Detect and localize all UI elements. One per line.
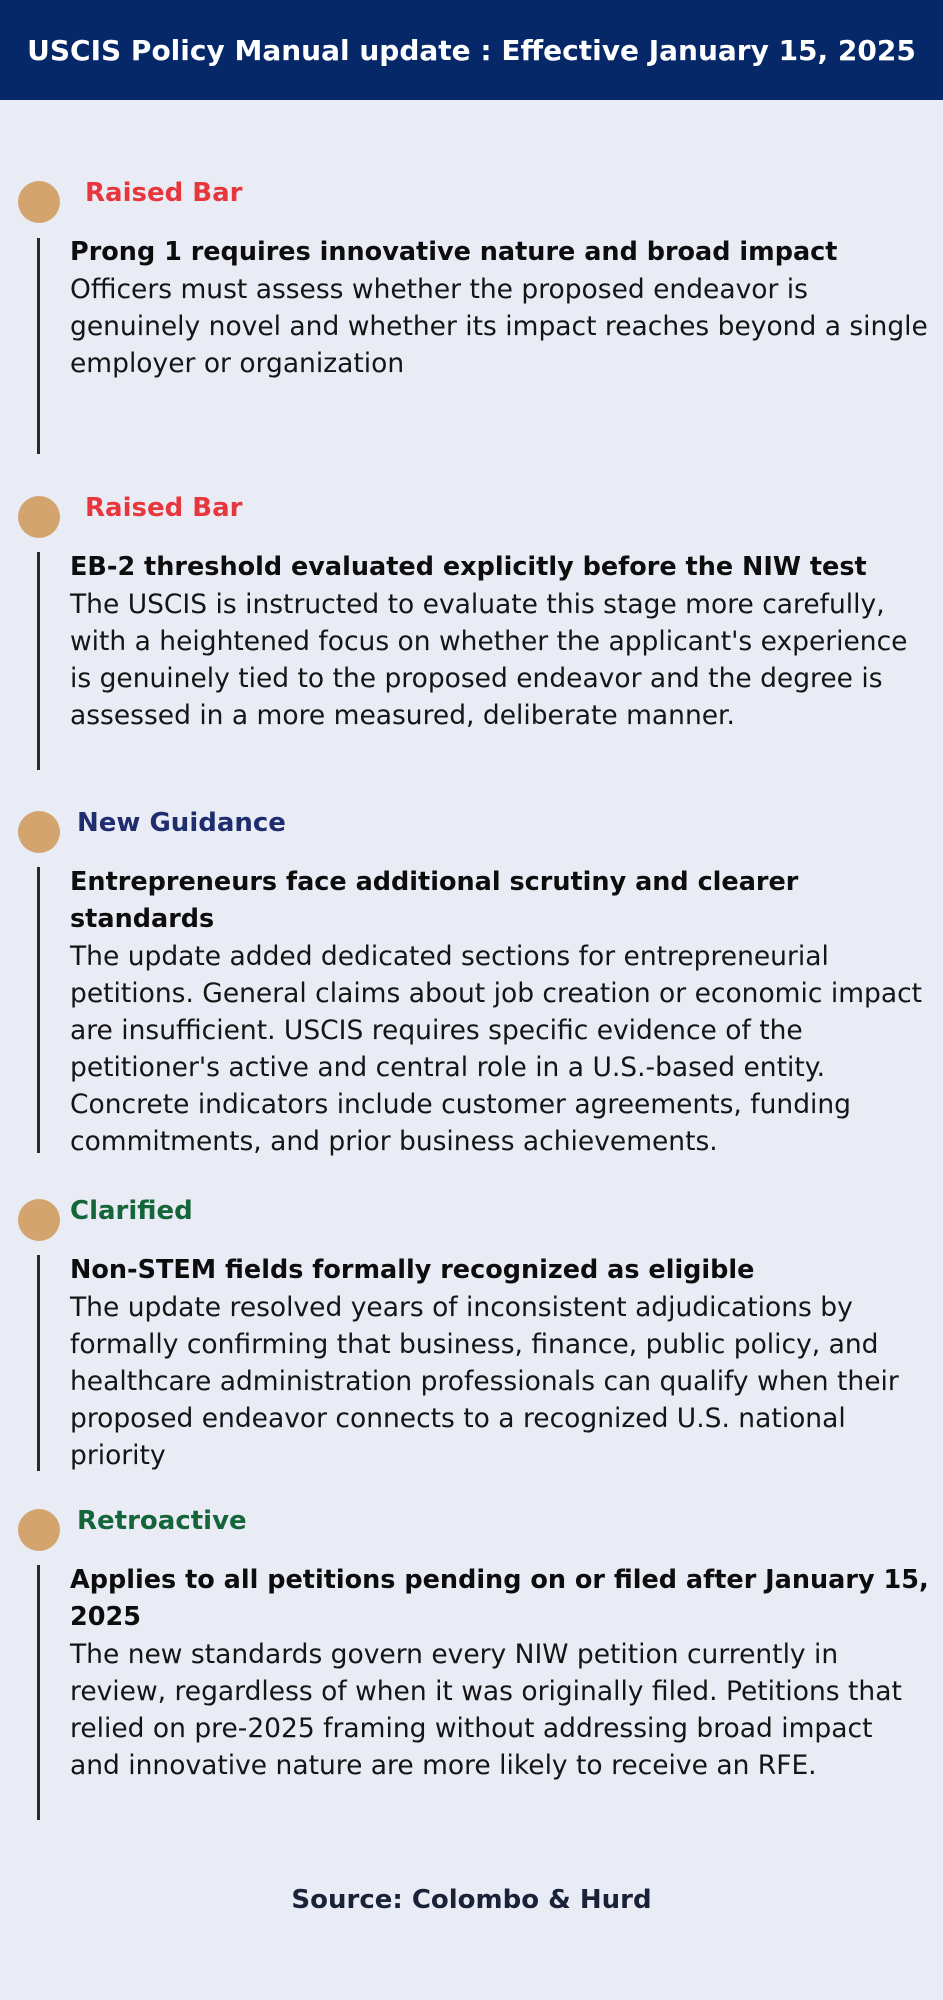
section-content [70, 234, 930, 382]
section-tag: Retroactive [77, 1506, 247, 1536]
timeline-dot-icon [18, 811, 60, 853]
timeline-line [37, 552, 40, 770]
timeline-line [37, 1565, 40, 1820]
section-tag: Raised Bar [85, 178, 243, 208]
section-body: The new standards govern every NIW petition currently in review, regardless of when it was originally filed. Petitions that relied on pre-2025 framing without addressing broad impact and innovative nature are more likely to receive an RFE. [70, 1639, 902, 1781]
section-tag: Clarified [70, 1196, 193, 1226]
section-body: The update resolved years of inconsistent adjudications by formally confirming that business, finance, public policy, and healthcare administration professionals can qualify when their proposed endeavor connects to a recognized U.S. national priority [70, 1292, 899, 1471]
section-heading: EB-2 threshold evaluated explicitly before the NIW test [70, 552, 867, 582]
page-title: USCIS Policy Manual update : Effective January 15, 2025 [27, 33, 916, 67]
section-tag: New Guidance [77, 808, 286, 838]
section-body: The USCIS is instructed to evaluate this stage more carefully, with a heightened focus on whether the applicant's experience is genuinely tied to the proposed endeavor and the degree is assessed in a more measured, deliberate manner. [70, 589, 908, 731]
timeline-dot-icon [18, 1199, 60, 1241]
timeline-dot-icon [18, 181, 60, 223]
section-content [70, 549, 930, 734]
section-heading: Entrepreneurs face additional scrutiny and clearer standards [70, 867, 799, 934]
page-header [0, 0, 943, 100]
timeline-line [37, 867, 40, 1153]
section-tag: Raised Bar [85, 493, 243, 523]
section-content [70, 1562, 930, 1784]
timeline-dot-icon [18, 1509, 60, 1551]
section-content [70, 1252, 930, 1474]
section-heading: Applies to all petitions pending on or filed after January 15, 2025 [70, 1565, 929, 1632]
timeline-dot-icon [18, 496, 60, 538]
timeline-line [37, 1255, 40, 1471]
section-body: Officers must assess whether the proposed endeavor is genuinely novel and whether its impact reaches beyond a single employer or organization [70, 274, 928, 379]
timeline-line [37, 238, 40, 454]
source-credit: Source: Colombo & Hurd [291, 1885, 652, 1915]
section-body: The update added dedicated sections for entrepreneurial petitions. General claims about job creation or economic impact are insufficient. USCIS requires specific evidence of the petitioner's active and central role in a U.S.-based entity. Concrete indicators include customer agreements, funding commitments, and prior business achievements. [70, 941, 923, 1157]
section-content [70, 864, 930, 1160]
section-heading: Prong 1 requires innovative nature and broad impact [70, 237, 838, 267]
section-heading: Non-STEM fields formally recognized as eligible [70, 1255, 755, 1285]
